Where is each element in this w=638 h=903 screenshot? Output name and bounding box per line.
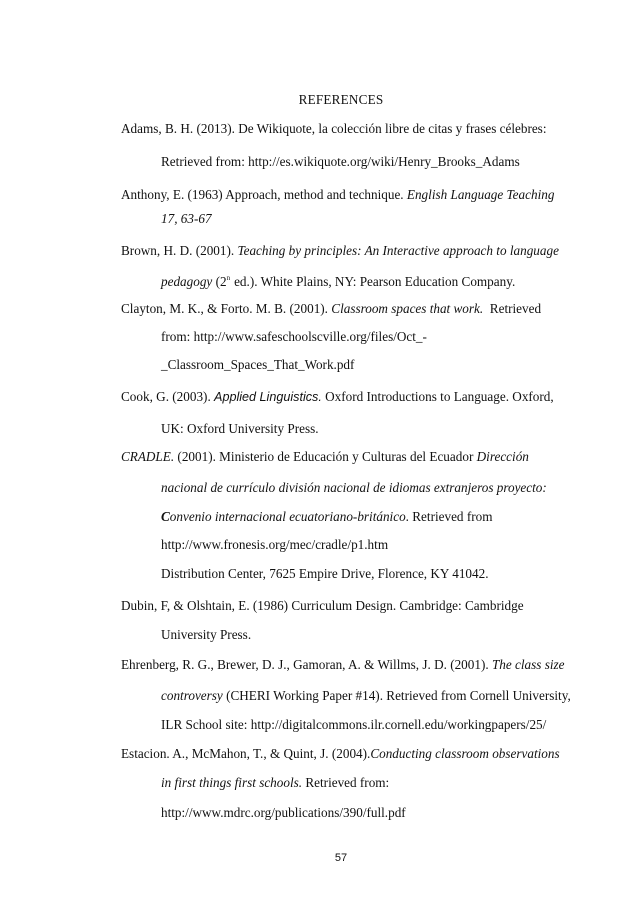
reference-ehrenberg-line-3 <box>161 717 546 733</box>
reference-anthony-line-2 <box>161 211 212 227</box>
reference-cradle-line-3 <box>161 509 492 525</box>
reference-brown-line-2 <box>161 270 515 290</box>
page-title: REFERENCES <box>298 92 384 107</box>
reference-book-title: Applied Linguistics. <box>214 390 322 404</box>
reference-retrieved: . Retrieved from <box>405 509 493 524</box>
reference-source: (CHERI Working Paper #14). Retrieved from Cornell University, <box>222 688 571 703</box>
reference-title: onvenio internacional ecuatoriano-británico <box>169 509 406 524</box>
reference-title: The class size <box>491 657 565 672</box>
reference-cradle-line-5 <box>161 566 489 582</box>
reference-dubin-line-2 <box>161 627 251 643</box>
reference-title: Conducting classroom observations <box>370 746 560 761</box>
reference-adams-line-1 <box>121 121 546 137</box>
reference-cook-line-1 <box>121 389 554 405</box>
reference-book-title: Teaching by principles: An Interactive approach to language <box>237 243 559 258</box>
reference-url: ILR School site: http://digitalcommons.ilr.cornell.edu/workingpapers/25/ <box>161 717 547 732</box>
reference-author: Estacion. A., McMahon, T., & Quint, J. (2004). <box>121 746 371 761</box>
reference-volume: 17, 63-67 <box>161 211 212 226</box>
reference-author: Brown, H. D. (2001). <box>121 243 238 258</box>
reference-text: Retrieved from: http://es.wikiquote.org/wiki/Henry_Brooks_Adams <box>161 154 520 169</box>
reference-author: Anthony, E. (1963) Approach, method and technique. <box>121 187 407 202</box>
reference-book-title: pedagogy <box>161 274 213 289</box>
reference-author: Clayton, M. K., & Forto. M. B. (2001). <box>121 301 332 316</box>
reference-author: Cook, G. (2003). <box>121 389 215 404</box>
reference-org: (2001). Ministerio de Educación y Culturas del Ecuador <box>174 449 477 464</box>
reference-title: Classroom spaces that work. <box>331 301 484 316</box>
reference-edition: (2 <box>212 274 227 289</box>
reference-clayton-line-2 <box>161 329 427 345</box>
reference-title-initial: C <box>161 509 170 524</box>
reference-retrieved: Retrieved <box>483 301 542 316</box>
reference-author: Ehrenberg, R. G., Brewer, D. J., Gamoran, A. & Willms, J. D. (2001). <box>121 657 492 672</box>
reference-title: Dirección <box>476 449 529 464</box>
page-number: 57 <box>334 852 348 864</box>
reference-publisher: UK: Oxford University Press. <box>161 421 319 436</box>
reference-retrieved: Retrieved from: <box>302 775 390 790</box>
reference-text: Dubin, F, & Olshtain, E. (1986) Curriculum Design. Cambridge: Cambridge <box>121 598 524 613</box>
reference-url: from: http://www.safeschoolscville.org/files/Oct_- <box>161 329 427 344</box>
reference-brown-line-1 <box>121 243 559 259</box>
reference-anthony-line-1 <box>121 187 554 203</box>
reference-ehrenberg-line-1 <box>121 657 564 673</box>
reference-title: nacional de currículo división nacional de idiomas extranjeros proyecto: <box>161 480 547 495</box>
reference-author: CRADLE. <box>121 449 175 464</box>
superscript: n <box>226 274 231 282</box>
reference-url: _Classroom_Spaces_That_Work.pdf <box>161 357 355 372</box>
reference-publisher: University Press. <box>161 627 252 642</box>
reference-cook-line-2 <box>161 421 319 437</box>
reference-estacion-line-3 <box>161 805 406 821</box>
reference-clayton-line-1 <box>121 301 541 317</box>
reference-cradle-line-4 <box>161 537 388 553</box>
reference-address: Distribution Center, 7625 Empire Drive, Florence, KY 41042. <box>161 566 489 581</box>
reference-title: in first things first schools. <box>161 775 303 790</box>
reference-publisher: ed.). White Plains, NY: Pearson Education Company. <box>234 274 516 289</box>
reference-journal: English Language Teaching <box>406 187 555 202</box>
reference-cradle-line-1 <box>121 449 529 465</box>
reference-ehrenberg-line-2 <box>161 688 571 704</box>
reference-clayton-line-3 <box>161 357 354 373</box>
reference-url: http://www.fronesis.org/mec/cradle/p1.htm <box>161 537 389 552</box>
reference-text: Adams, B. H. (2013). De Wikiquote, la colección libre de citas y frases célebres: <box>121 121 547 136</box>
reference-series: Oxford Introductions to Language. Oxford, <box>321 389 554 404</box>
reference-title: controversy <box>161 688 223 703</box>
reference-url: http://www.mdrc.org/publications/390/full.pdf <box>161 805 406 820</box>
reference-adams-line-2 <box>161 154 520 170</box>
reference-cradle-line-2 <box>161 480 547 496</box>
reference-estacion-line-1 <box>121 746 560 762</box>
reference-estacion-line-2 <box>161 775 389 791</box>
reference-dubin-line-1 <box>121 598 524 614</box>
